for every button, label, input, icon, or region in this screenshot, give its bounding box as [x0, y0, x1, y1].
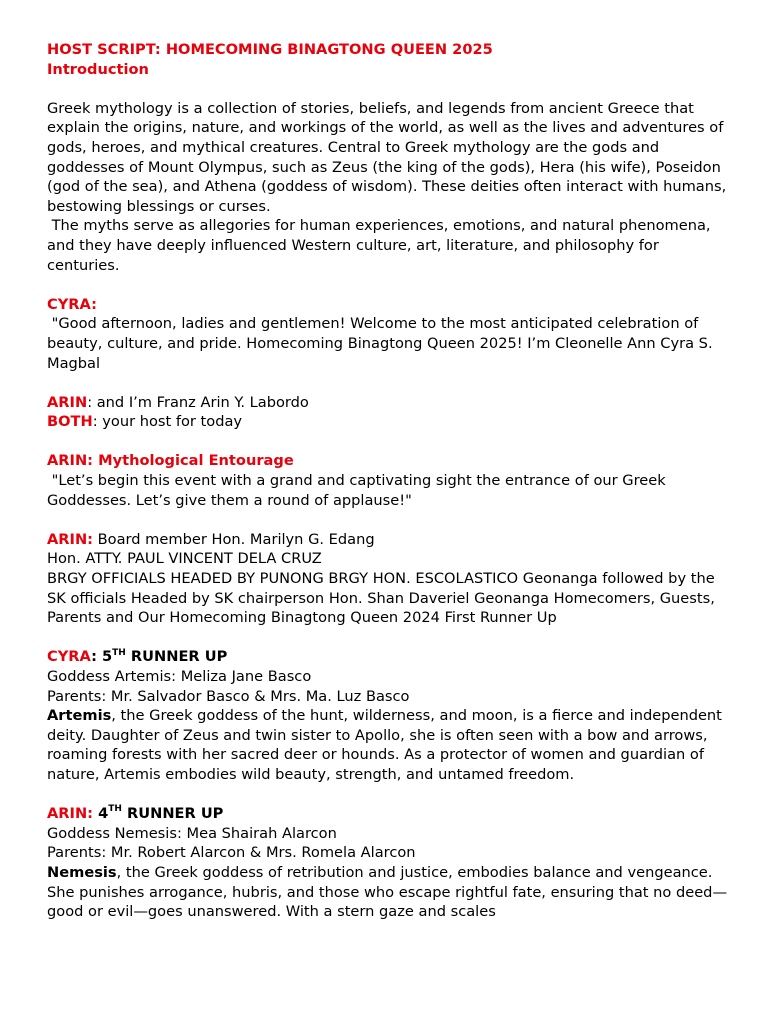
artemis-parents-line: Parents: Mr. Salvador Basco & Mrs. Ma. Luz Basco — [47, 687, 410, 705]
rank-number: 5 — [102, 648, 113, 666]
section-introduction-heading: Introduction — [47, 60, 149, 78]
artemis-name: Artemis — [47, 707, 112, 725]
fourth-runner-heading — [47, 804, 728, 824]
officials-line-1 — [47, 530, 728, 550]
intro-paragraph-2: The myths serve as allegories for human experiences, emotions, and natural phenomena, and they have deeply influenced Western culture, art, literature, and philosophy for centuries. — [47, 217, 711, 274]
rank-number: 4 — [93, 805, 109, 823]
rank-ordinal: TH — [108, 804, 122, 815]
both-speaker-label: BOTH — [47, 413, 93, 431]
fifth-runner-heading — [47, 647, 728, 667]
officials-line-3: BRGY OFFICIALS HEADED BY PUNONG BRGY HON. ESCOLASTICO Geonanga followed by the SK officials Headed by SK chairperson Hon. Shan Daveriel Geonanga Homecomers, Guests, Parents and Our Homecoming Binagtong Queen 2024 First Runner Up — [47, 570, 715, 627]
nemesis-parents-line: Parents: Mr. Robert Alarcon & Mrs. Romela Alarcon — [47, 844, 416, 862]
nemesis-name: Nemesis — [47, 863, 117, 881]
rank-text: RUNNER UP — [121, 805, 224, 823]
both-intro-text: : your host for today — [92, 413, 243, 431]
cyra-speaker-label: CYRA — [47, 648, 92, 666]
arin-speaker-label: ARIN: — [47, 805, 94, 823]
officials-line-2: Hon. ATTY. PAUL VINCENT DELA CRUZ — [47, 550, 322, 568]
entourage-heading: ARIN: Mythological Entourage — [47, 452, 294, 470]
officials-line-1-text: Board member Hon. Marilyn G. Edang — [93, 530, 375, 548]
cyra-welcome-line: "Good afternoon, ladies and gentlemen! Welcome to the most anticipated celebration of beauty, culture, and pride. Homecoming Binagtong Queen 2025! I’m Cleonelle Ann Cyra S. Magbal — [47, 315, 713, 372]
cyra-speaker-label: CYRA: — [47, 295, 97, 313]
arin-speaker-label: ARIN — [47, 393, 88, 411]
heading-colon: : — [91, 648, 103, 666]
script-title: HOST SCRIPT: HOMECOMING BINAGTONG QUEEN 2025 — [47, 41, 493, 58]
intro-paragraph-1: Greek mythology is a collection of stories, beliefs, and legends from ancient Greece that explain the origins, nature, and workings of the world, as well as the lives and adventures of gods, heroes, and mythical creatures. Central to Greek mythology are the gods and goddesses of Mount Olympus, such as Zeus (the king of the gods), Hera (his wife), Poseidon (god of the sea), and Athena (goddess of wisdom). These deities often interact with humans, bestowing blessings or curses. — [47, 99, 727, 215]
both-intro-line — [47, 412, 728, 432]
goddess-nemesis-line: Goddess Nemesis: Mea Shairah Alarcon — [47, 824, 337, 842]
arin-speaker-label: ARIN: — [47, 530, 94, 548]
nemesis-description-text: , the Greek goddess of retribution and justice, embodies balance and vengeance. She punishes arrogance, hubris, and those who escape rightful fate, ensuring that no deed—good or evil—goes unanswered. With a stern gaze and scales — [47, 863, 728, 921]
entourage-line: "Let’s begin this event with a grand and captivating sight the entrance of our Greek Goddesses. Let’s give them a round of applause!" — [47, 472, 666, 509]
artemis-description-text: , the Greek goddess of the hunt, wilderness, and moon, is a fierce and independent deity. Daughter of Zeus and twin sister to Apollo, she is often seen with a bow and arrows, roaming forests with her sacred deer or hounds. As a protector of women and guardian of nature, Artemis embodies wild beauty, strength, and untamed freedom. — [47, 707, 722, 783]
goddess-artemis-line: Goddess Artemis: Meliza Jane Basco — [47, 668, 312, 685]
arin-intro-text: : and I’m Franz Arin Y. Labordo — [87, 393, 309, 411]
rank-ordinal: TH — [112, 647, 126, 658]
rank-text: RUNNER UP — [125, 648, 228, 666]
arin-intro-line — [47, 393, 728, 413]
artemis-description — [47, 706, 728, 784]
nemesis-description — [47, 863, 728, 922]
